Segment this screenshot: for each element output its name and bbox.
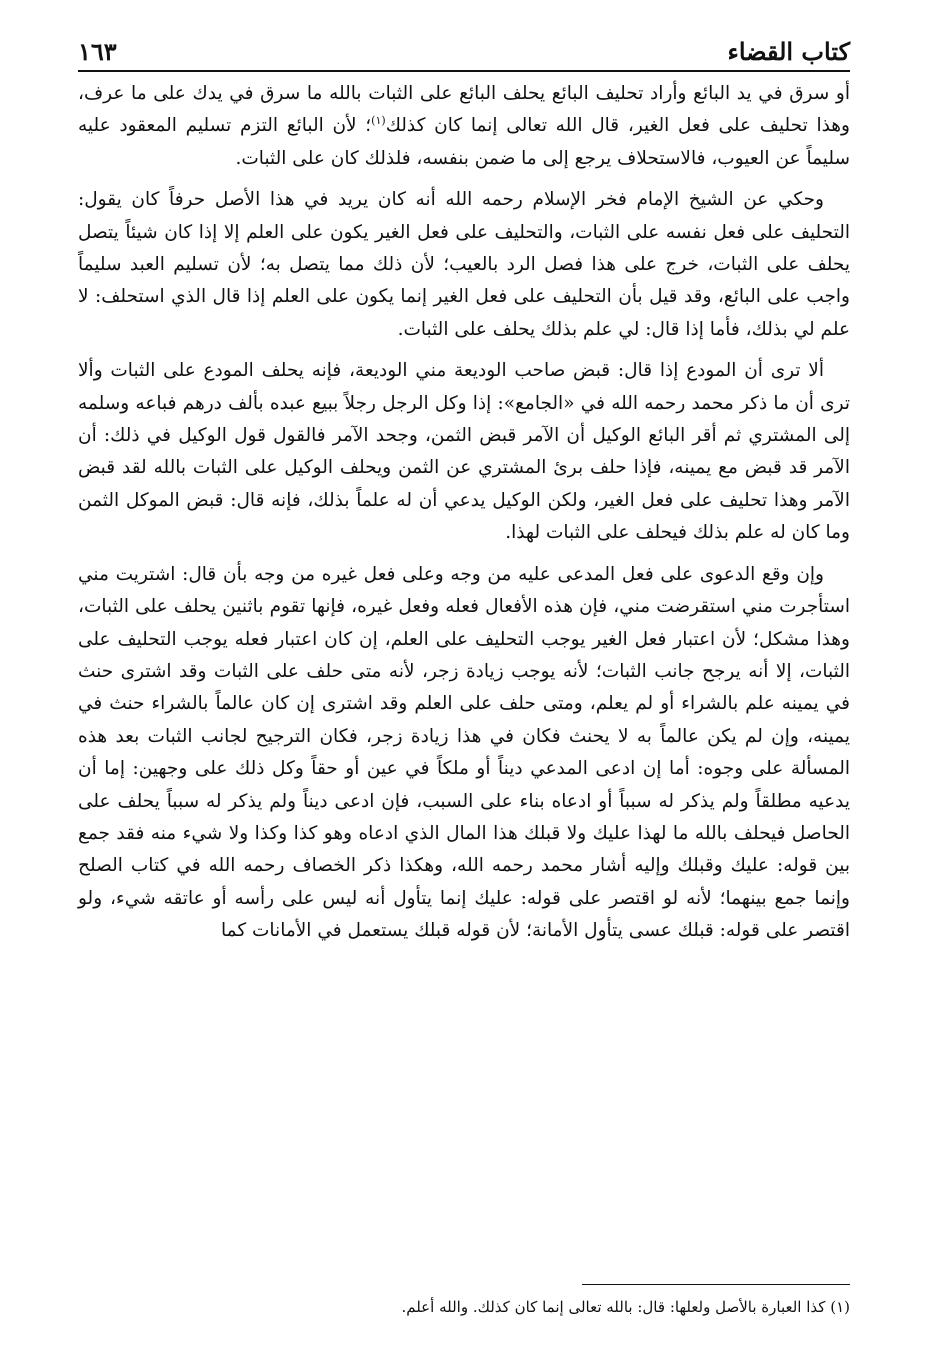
paragraph-1-text-after: ؛ لأن البائع التزم تسليم المعقود عليه سليماً عن العيوب، فالاستحلاف يرجع إلى ما ضمن بنفسه، فلذلك كان على الثبات. (78, 115, 850, 169)
paragraph-4: وإن وقع الدعوى على فعل المدعى عليه من وجه وعلى فعل غيره من وجه بأن قال: اشتريت مني استأجرت مني استقرضت مني، فإن هذه الأفعال فعله وفعل غيره، فإنها تقوم باثنين يحلف على الثبات، وهذا مشكل؛ لأن اعتبار فعل الغير يوجب التحليف على العلم، إن كان اعتبار فعله يوجب التحليف على الثبات، إلا أنه يرجح جانب الثبات؛ لأنه يوجب زيادة زجر، لأنه متى حلف على الثبات وقد اشترى حنث في يمينه علم بالشراء أو لم يعلم، ومتى حلف على العلم وقد اشترى إن كان عالماً بالشراء حنث في يمينه، وإن لم يكن عالماً به لا يحنث فكان في هذا زيادة زجر، فكان الترجيح لجانب الثبات بعد هذه المسألة على وجوه: أما إن ادعى المدعي ديناً أو ملكاً في عين أو حقاً وكل ذلك على وجهين: إما أن يدعيه مطلقاً ولم يذكر له سبباً أو ادعاه بناء على السبب، فإن ادعى ديناً ولم يذكر له سبباً يحلف على الحاصل فيحلف بالله ما لهذا عليك ولا قبلك هذا المال الذي ادعاه وهو كذا وكذا ولا شيء منه فقد جمع بين قوله: عليك وقبلك وإليه أشار محمد رحمه الله، وهكذا ذكر الخصاف رحمه الله في كتاب الصلح وإنما جمع بينهما؛ لأنه لو اقتصر على قوله: عليك إنما يتأول أنه ليس على رأسه أو عاتقه شيء، ولو اقتصر على قوله: قبلك عسى يتأول الأمانة؛ لأن قوله قبلك يستعمل في الأمانات كما (78, 563, 850, 942)
book-title: كتاب القضاء (727, 37, 850, 66)
footnote (78, 1295, 850, 1319)
footnote-reference[interactable]: (١) (371, 114, 386, 128)
page-number: ١٦٣ (78, 37, 117, 66)
page-body (78, 78, 850, 957)
footnote-divider (582, 1284, 850, 1285)
page-header (78, 30, 850, 66)
footnote-number: (١) (830, 1298, 850, 1316)
header-divider (78, 70, 850, 72)
paragraph-1-text-before: أو سرق في يد البائع وأراد تحليف البائع يحلف البائع على الثبات بالله ما سرق في يدك على ما عرف، وهذا تحليف على فعل الغير، قال الله تعالى إنما كان كذلك (78, 83, 850, 137)
paragraph-1 (78, 78, 850, 175)
paragraph-2: وحكي عن الشيخ الإمام فخر الإسلام رحمه الله أنه كان يريد في هذا الأصل حرفاً كان يقول: التحليف على فعل نفسه على الثبات، والتحليف على فعل الغير يكون على العلم إلا إذا كان شيئاً يتصل يحلف على الثبات، خرج على هذا فصل الرد بالعيب؛ لأن ذلك مما يتصل به؛ لأن تسليم العبد سليماً واجب على البائع، وقد قيل بأن التحليف على فعل الغير إنما يكون على العلم إذا قال الذي استحلف: لا علم لي بذلك، فأما إذا قال: لي علم بذلك يحلف على الثبات. (78, 189, 850, 340)
paragraph-3: ألا ترى أن المودع إذا قال: قبض صاحب الوديعة مني الوديعة، فإنه يحلف المودع على الثبات وألا ترى أن ما ذكر محمد رحمه الله في «الجامع»: إذا وكل الرجل رجلاً ببيع عبده بألف درهم فباعه وسلمه إلى المشتري ثم أقر البائع الوكيل أن الآمر قبض الثمن، وجحد الآمر فالقول قول الوكيل في ذلك: أن الآمر قد قبض مع يمينه، فإذا حلف برئ المشتري عن الثمن ويحلف الوكيل على الثبات بالله لقد قبض الآمر وهذا تحليف على فعل الغير، ولكن الوكيل يدعي أن له علماً بذلك، فإنه قال: قبض الموكل الثمن وما كان له علم بذلك فيحلف على الثبات لهذا. (78, 360, 850, 544)
footnote-text: كذا العبارة بالأصل ولعلها: قال: بالله تعالى إنما كان كذلك. والله أعلم. (401, 1298, 826, 1316)
